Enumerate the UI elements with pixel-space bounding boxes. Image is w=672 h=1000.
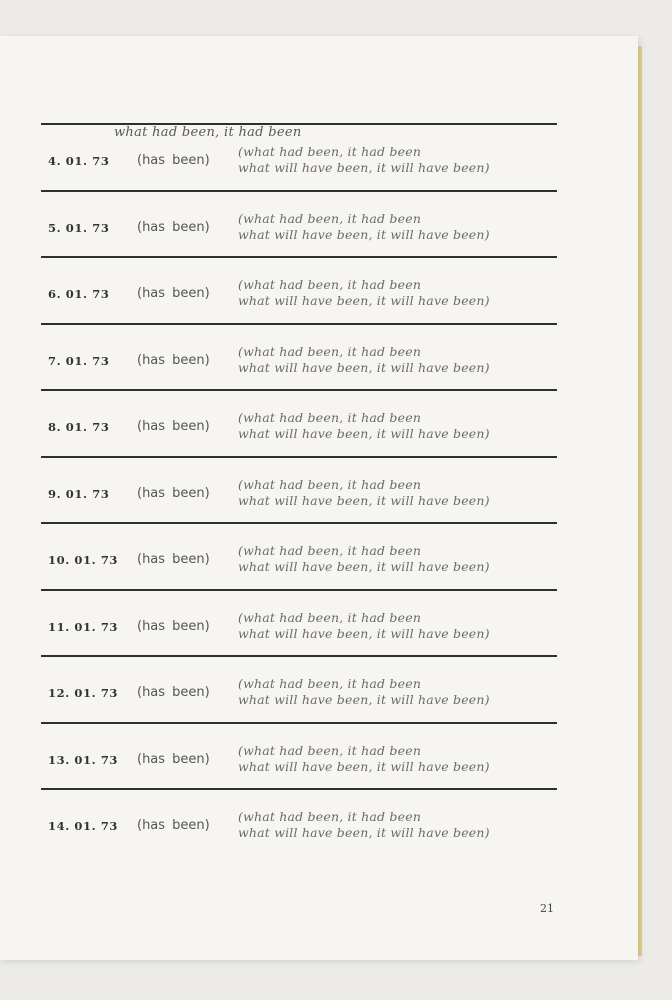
entry-date: 12. 01. 73 [48,686,119,700]
entry-divider [41,256,557,258]
entry-quote-line-1: (what had been, it had been [238,344,422,359]
entry-row [0,676,638,716]
entry-quote-line-2: what will have been, it will have been) [238,825,490,840]
entry-divider [41,788,557,790]
entry-date: 11. 01. 73 [48,620,119,634]
entry-status: (has been) [137,153,210,168]
entry-divider [41,123,557,125]
entry-date: 8. 01. 73 [48,420,110,434]
entry-row [0,743,638,783]
entry-divider [41,323,557,325]
entry-divider [41,456,557,458]
entry-date: 14. 01. 73 [48,819,119,833]
top-line: what had been, it had been [114,125,302,140]
entry-row [0,344,638,384]
entry-row [0,144,638,184]
entry-row [0,410,638,450]
entry-row [0,477,638,517]
entry-status: (has been) [137,752,210,767]
entry-quote [238,543,490,575]
entry-quote-line-2: what will have been, it will have been) [238,759,490,774]
entry-quote-line-1: (what had been, it had been [238,477,422,492]
entry-status: (has been) [137,353,210,368]
entry-quote [238,277,490,309]
entry-quote-line-1: (what had been, it had been [238,676,422,691]
entry-divider [41,190,557,192]
entry-divider [41,589,557,591]
entry-quote-line-1: (what had been, it had been [238,610,422,625]
entry-row [0,211,638,251]
entry-quote [238,676,490,708]
entry-divider [41,522,557,524]
entry-quote [238,410,490,442]
entry-quote-line-2: what will have been, it will have been) [238,626,490,641]
entry-quote-line-1: (what had been, it had been [238,543,422,558]
entry-date: 5. 01. 73 [48,221,110,235]
entry-status: (has been) [137,220,210,235]
entry-quote-line-2: what will have been, it will have been) [238,160,490,175]
entry-quote-line-1: (what had been, it had been [238,410,422,425]
entry-quote-line-2: what will have been, it will have been) [238,692,490,707]
entry-quote [238,211,490,243]
entry-quote-line-1: (what had been, it had been [238,211,422,226]
entry-row [0,610,638,650]
entry-status: (has been) [137,685,210,700]
entry-status: (has been) [137,419,210,434]
entry-quote [238,809,490,841]
entry-quote-line-1: (what had been, it had been [238,144,422,159]
book-page [0,36,638,960]
entry-quote [238,610,490,642]
entry-row [0,277,638,317]
entry-quote-line-1: (what had been, it had been [238,743,422,758]
entry-quote-line-2: what will have been, it will have been) [238,293,490,308]
entry-divider [41,722,557,724]
entry-quote-line-2: what will have been, it will have been) [238,559,490,574]
entry-quote-line-2: what will have been, it will have been) [238,360,490,375]
entry-row [0,809,638,849]
page-number: 21 [540,902,554,915]
entry-quote [238,344,490,376]
entry-date: 4. 01. 73 [48,154,110,168]
entry-quote-line-2: what will have been, it will have been) [238,426,490,441]
entry-date: 10. 01. 73 [48,553,119,567]
entry-quote [238,743,490,775]
entry-date: 6. 01. 73 [48,287,110,301]
entry-quote-line-1: (what had been, it had been [238,277,422,292]
entry-date: 7. 01. 73 [48,354,110,368]
entry-quote-line-2: what will have been, it will have been) [238,227,490,242]
entry-quote-line-1: (what had been, it had been [238,809,422,824]
entry-status: (has been) [137,486,210,501]
entry-status: (has been) [137,286,210,301]
entry-status: (has been) [137,552,210,567]
entry-status: (has been) [137,818,210,833]
entry-divider [41,389,557,391]
entry-row [0,543,638,583]
entry-date: 9. 01. 73 [48,487,110,501]
entry-status: (has been) [137,619,210,634]
entry-quote [238,477,490,509]
entry-quote [238,144,490,176]
entry-date: 13. 01. 73 [48,753,119,767]
entry-divider [41,655,557,657]
entry-quote-line-2: what will have been, it will have been) [238,493,490,508]
